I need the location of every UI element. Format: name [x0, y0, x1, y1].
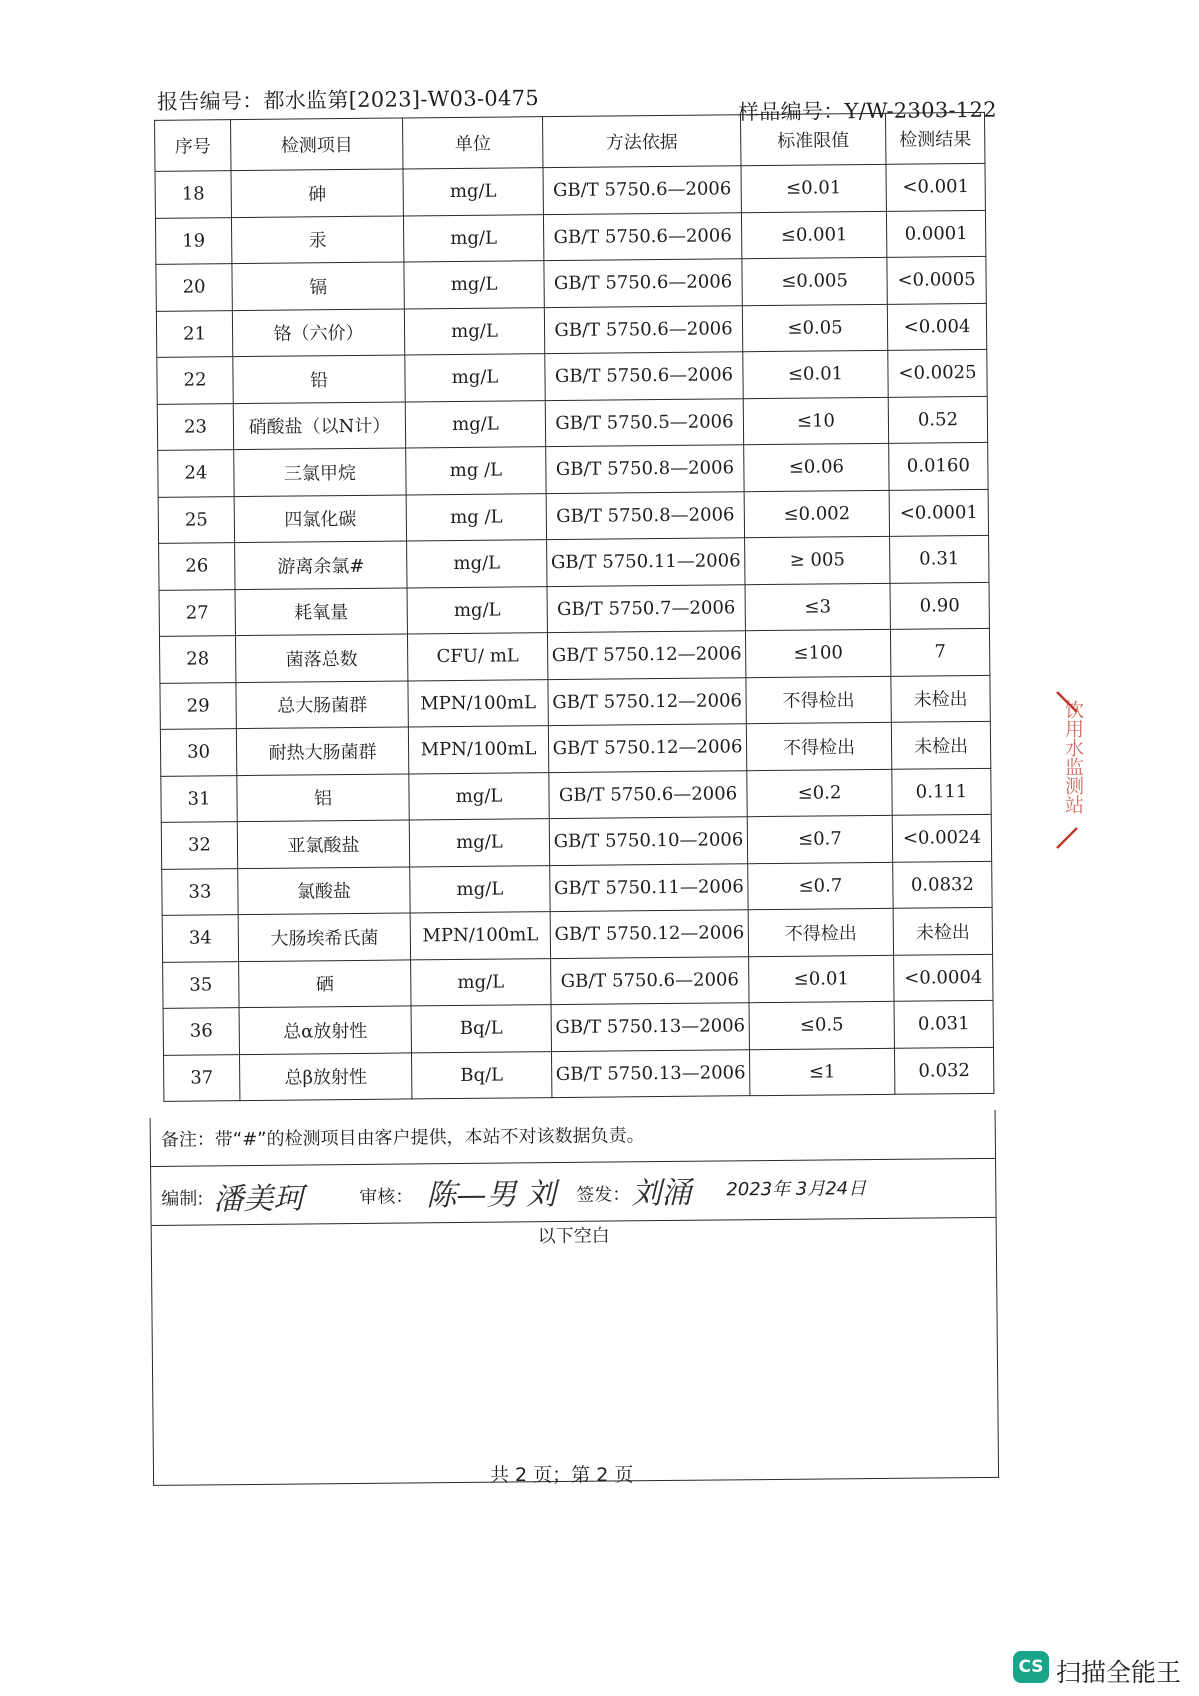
- table-row: [155, 163, 985, 217]
- cell-item: 四氯化碳: [234, 494, 406, 542]
- cell-method: GB/T 5750.12—2006: [550, 910, 748, 958]
- cell-limit: ≤0.01: [741, 164, 886, 212]
- cell-result: <0.0005: [887, 256, 986, 303]
- cell-method: GB/T 5750.6—2006: [543, 166, 741, 214]
- cell-no: 25: [158, 496, 234, 543]
- cell-no: 22: [157, 357, 233, 404]
- table-row: [159, 628, 989, 682]
- table-row: [156, 256, 986, 310]
- cell-method: GB/T 5750.5—2006: [545, 398, 743, 446]
- cell-limit: 不得检出: [746, 722, 891, 770]
- cell-result: <0.0024: [892, 814, 991, 861]
- cell-item: 砷: [231, 169, 403, 217]
- cell-limit: ≥ 005: [745, 536, 890, 584]
- cell-method: GB/T 5750.11—2006: [550, 863, 748, 911]
- cell-item: 游离余氯#: [235, 541, 407, 589]
- cell-item: 耐热大肠菌群: [236, 727, 408, 775]
- cell-result: <0.0025: [888, 349, 987, 396]
- cell-method: GB/T 5750.13—2006: [551, 1003, 749, 1051]
- cell-result: 0.031: [894, 1000, 993, 1047]
- cell-limit: 不得检出: [748, 908, 893, 956]
- cell-no: 29: [160, 682, 236, 729]
- cell-unit: mg/L: [409, 772, 549, 820]
- cell-unit: mg/L: [404, 261, 544, 309]
- cell-no: 36: [163, 1008, 239, 1055]
- cell-unit: mg /L: [406, 447, 546, 495]
- cell-unit: mg/L: [410, 865, 550, 913]
- cell-method: GB/T 5750.11—2006: [547, 538, 745, 586]
- cell-unit: Bq/L: [411, 1051, 551, 1099]
- cell-result: <0.0001: [889, 489, 988, 536]
- cell-unit: MPN/100mL: [408, 679, 548, 727]
- cell-item: 铝: [237, 773, 409, 821]
- cell-method: GB/T 5750.12—2006: [548, 724, 746, 772]
- cell-unit: mg/L: [404, 307, 544, 355]
- cell-unit: mg/L: [407, 540, 547, 588]
- table-row: [156, 303, 986, 357]
- cell-limit: ≤0.002: [744, 490, 889, 538]
- cell-no: 27: [159, 589, 235, 636]
- cell-item: 镉: [232, 262, 404, 310]
- table-body: [155, 163, 994, 1101]
- cell-no: 37: [163, 1054, 239, 1101]
- cell-no: 18: [155, 171, 231, 218]
- cell-limit: ≤0.2: [747, 769, 892, 817]
- cell-item: 氯酸盐: [238, 866, 410, 914]
- cell-method: GB/T 5750.6—2006: [551, 956, 749, 1004]
- cell-no: 34: [162, 915, 238, 962]
- signature-row: [151, 1158, 996, 1226]
- issuer-label: 签发：: [576, 1184, 631, 1206]
- table-row: [159, 582, 989, 636]
- cell-result: 7: [890, 628, 989, 675]
- cell-limit: ≤10: [743, 397, 888, 445]
- table-row: [160, 721, 990, 775]
- table-row: [162, 861, 992, 915]
- cell-result: 未检出: [893, 907, 992, 954]
- cell-method: GB/T 5750.6—2006: [544, 305, 742, 353]
- cell-item: 硒: [239, 959, 411, 1007]
- cell-item: 三氯甲烷: [234, 448, 406, 496]
- table-row: [160, 675, 990, 729]
- cell-result: <0.004: [887, 303, 986, 350]
- remark-text: 备注：带“#”的检测项目由客户提供，本站不对该数据负责。: [160, 1125, 645, 1151]
- cell-no: 26: [159, 543, 235, 590]
- cell-result: <0.001: [886, 163, 985, 210]
- cell-method: GB/T 5750.8—2006: [546, 445, 744, 493]
- cell-limit: ≤0.01: [743, 350, 888, 398]
- cell-method: GB/T 5750.10—2006: [549, 817, 747, 865]
- camscanner-watermark-text: 扫描全能王: [1056, 1658, 1182, 1687]
- cell-item: 铅: [233, 355, 405, 403]
- cell-item: 耗氧量: [235, 587, 407, 635]
- cell-unit: mg/L: [403, 214, 543, 262]
- sample-number: 样品编号：Y/W-2303-122: [737, 97, 997, 125]
- cell-method: GB/T 5750.6—2006: [544, 259, 742, 307]
- cell-result: 0.0832: [893, 861, 992, 908]
- cell-item: 铬（六价）: [232, 308, 404, 356]
- cell-method: GB/T 5750.6—2006: [545, 352, 743, 400]
- table-row: [163, 954, 993, 1008]
- sign-date: 2023年 3月24日: [726, 1178, 867, 1201]
- cell-unit: mg/L: [405, 354, 545, 402]
- cell-no: 32: [161, 822, 237, 869]
- cell-unit: CFU/ mL: [407, 633, 547, 681]
- cell-result: 未检出: [891, 675, 990, 722]
- cell-no: 33: [162, 868, 238, 915]
- cell-no: 30: [160, 729, 236, 776]
- table-row: [157, 349, 987, 403]
- report-number: 报告编号：都水监第[2023]-W03-0475: [156, 86, 540, 114]
- cell-limit: ≤100: [745, 629, 890, 677]
- cell-item: 硝酸盐（以N计）: [233, 401, 405, 449]
- cell-limit: ≤0.5: [749, 1001, 894, 1049]
- cell-method: GB/T 5750.6—2006: [549, 770, 747, 818]
- cell-no: 19: [155, 217, 231, 264]
- cell-item: 亚氯酸盐: [237, 820, 409, 868]
- cell-result: 0.111: [892, 768, 991, 815]
- results-table: [154, 112, 994, 1102]
- cell-no: 20: [156, 264, 232, 311]
- cell-result: 0.0001: [886, 210, 985, 257]
- table-row: [158, 489, 988, 543]
- cell-unit: mg/L: [409, 819, 549, 867]
- cell-result: 0.90: [890, 582, 989, 629]
- cell-no: 31: [161, 775, 237, 822]
- table-row: [161, 768, 991, 822]
- cell-unit: MPN/100mL: [408, 726, 548, 774]
- header-cell-unit: 单位: [403, 117, 543, 169]
- reviewer-signature: 陈—男 刘: [426, 1177, 557, 1214]
- cell-method: GB/T 5750.6—2006: [543, 212, 741, 260]
- cell-limit: ≤0.7: [748, 862, 893, 910]
- header-cell-limit: 标准限值: [740, 113, 885, 165]
- cell-limit: ≤0.05: [742, 304, 887, 352]
- cell-method: GB/T 5750.12—2006: [547, 631, 745, 679]
- reviewer-label: 审核：: [359, 1186, 414, 1208]
- cell-item: 总β放射性: [239, 1052, 411, 1100]
- cell-result: 0.31: [890, 535, 989, 582]
- table-header-row: [155, 112, 985, 171]
- cell-limit: ≤3: [745, 583, 890, 631]
- blank-below-note: 以下空白: [537, 1225, 610, 1248]
- cell-item: 总大肠菌群: [236, 680, 408, 728]
- cell-item: 大肠埃希氏菌: [238, 913, 410, 961]
- cell-no: 21: [156, 310, 232, 357]
- cell-result: <0.0004: [894, 954, 993, 1001]
- cell-limit: ≤0.01: [749, 955, 894, 1003]
- table-row: [158, 442, 988, 496]
- cell-method: GB/T 5750.8—2006: [546, 491, 744, 539]
- header-cell-result: 检测结果: [885, 112, 984, 164]
- cell-item: 汞: [231, 215, 403, 263]
- cell-method: GB/T 5750.12—2006: [548, 677, 746, 725]
- compiler-signature: 潘美珂: [213, 1181, 304, 1218]
- cell-limit: 不得检出: [746, 676, 891, 724]
- cell-limit: ≤1: [749, 1048, 894, 1096]
- cell-result: 0.52: [888, 396, 987, 443]
- cell-no: 23: [157, 403, 233, 450]
- issuer-signature: 刘涌: [631, 1175, 692, 1212]
- table-row: [157, 396, 987, 450]
- cell-result: 未检出: [891, 721, 990, 768]
- remarks-frame: [150, 1110, 999, 1486]
- compiler-label: 编制:: [161, 1188, 204, 1210]
- cell-method: GB/T 5750.13—2006: [551, 1049, 749, 1097]
- cell-no: 28: [159, 636, 235, 683]
- report-sheet: [140, 110, 993, 1478]
- cell-limit: ≤0.06: [744, 443, 889, 491]
- header-cell-no: 序号: [155, 120, 231, 172]
- camscanner-logo-icon: CS: [1013, 1651, 1049, 1683]
- cell-unit: Bq/L: [411, 1005, 551, 1053]
- header-cell-item: 检测项目: [231, 118, 403, 171]
- table-row: [159, 535, 989, 589]
- cell-unit: mg/L: [411, 958, 551, 1006]
- table-row: [162, 907, 992, 961]
- cell-unit: MPN/100mL: [410, 912, 550, 960]
- cell-result: 0.0160: [889, 442, 988, 489]
- header-cell-method: 方法依据: [543, 115, 741, 168]
- cell-limit: ≤0.005: [742, 257, 887, 305]
- table-row: [163, 1000, 993, 1054]
- cell-result: 0.032: [894, 1047, 993, 1094]
- cell-unit: mg/L: [403, 168, 543, 216]
- table-row: [161, 814, 991, 868]
- cell-unit: mg/L: [407, 586, 547, 634]
- table-row: [155, 210, 985, 264]
- cell-item: 总α放射性: [239, 1006, 411, 1054]
- table-row: [163, 1047, 993, 1101]
- cell-limit: ≤0.7: [747, 815, 892, 863]
- cell-method: GB/T 5750.7—2006: [547, 584, 745, 632]
- page-count: 共 2 页；第 2 页: [490, 1464, 634, 1486]
- cell-unit: mg/L: [405, 400, 545, 448]
- cell-no: 35: [163, 961, 239, 1008]
- cell-limit: ≤0.001: [741, 211, 886, 259]
- cell-unit: mg /L: [406, 493, 546, 541]
- cell-no: 24: [158, 450, 234, 497]
- cell-item: 菌落总数: [235, 634, 407, 682]
- stamp-text: 饮用水监测站: [1062, 700, 1084, 814]
